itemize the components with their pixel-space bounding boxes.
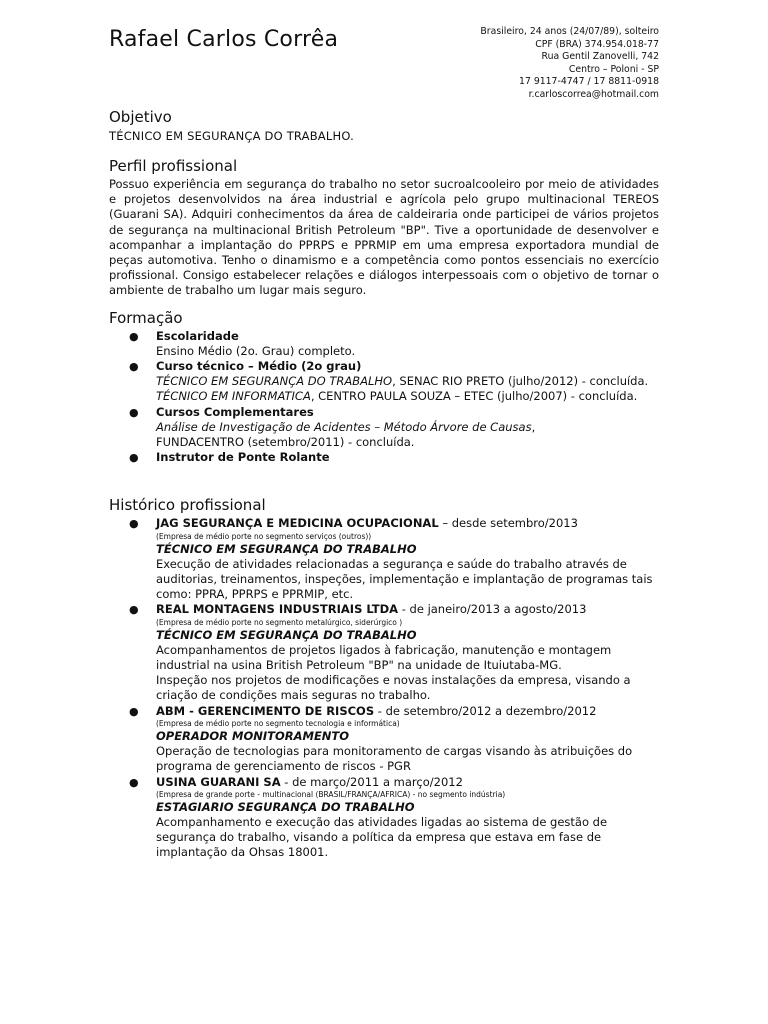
personal-info: Brasileiro, 24 anos (24/07/89), solteiro (480, 26, 659, 37)
job-role: ESTAGIARIO SEGURANÇA DO TRABALHO (156, 799, 415, 814)
list-item (109, 359, 659, 405)
course-name: TÉCNICO EM INFORMATICA (156, 389, 311, 404)
education-heading: Curso técnico – Médio (2o grau) (156, 359, 362, 374)
job-role: TÉCNICO EM SEGURANÇA DO TRABALHO (156, 541, 417, 556)
bullet-icon: ● (129, 329, 139, 343)
job-header (156, 704, 659, 719)
job-description: Acompanhamentos de projetos ligados à fabricação, manutenção e montagem industrial na usina British Petroleum "BP" na unidade de Ituiutaba-MG. (156, 642, 612, 673)
company-name: USINA GUARANI SA (156, 774, 281, 789)
company-note: (Empresa de médio porte no segmento tecnologia e informática) (156, 718, 400, 728)
address-street: Rua Gentil Zanovelli, 742 (541, 51, 659, 62)
email[interactable]: r.carloscorrea@hotmail.com (528, 88, 659, 100)
course-name: TÉCNICO EM SEGURANÇA DO TRABALHO (156, 374, 393, 389)
job-header (156, 775, 659, 790)
bullet-icon: ● (129, 360, 139, 374)
job-role: TÉCNICO EM SEGURANÇA DO TRABALHO (156, 627, 417, 642)
job-item (109, 602, 659, 703)
section-title-perfil: Perfil profissional (109, 157, 238, 175)
bullet-icon: ● (129, 517, 139, 531)
education-heading: Cursos Complementares (156, 404, 314, 419)
job-item (109, 704, 659, 775)
candidate-name: Rafael Carlos Corrêa (109, 27, 339, 52)
list-item (109, 450, 659, 465)
section-title-objetivo: Objetivo (109, 108, 172, 126)
phone: 17 9117-4747 / 17 8811-0918 (519, 76, 659, 87)
course-name: Análise de Investigação de Acidentes – Método Árvore de Causas (156, 419, 532, 434)
address-city: Centro – Poloni - SP (568, 63, 659, 75)
course-info: , SENAC RIO PRETO (julho/2012) - concluída. (392, 374, 649, 389)
education-heading: Instrutor de Ponte Rolante (156, 450, 330, 465)
profile-text: Possuo experiência em segurança do trabalho no setor sucroalcooleiro por meio de atividades e projetos desenvolvidos na área industrial e agrícola pelo grupo multinacional TEREOS (Guarani SA). Adquiri conhecimentos da área de caldeiraria onde participei de vários projetos de segurança na multinacional British Petroleum "BP". Tive a oportunidade de desenvolver e acompanhar a implantação do PPRPS e PPRMIP em uma empresa exportadora mundial de peças automotiva. Tenho o dinamismo e a competência como pontos essenciais no exercício profissional. Consigo estabelecer relações e diálogos interpessoais com o objetivo de tornar o ambiente de trabalho um lugar mais seguro. (109, 177, 659, 298)
objective-text: TÉCNICO EM SEGURANÇA DO TRABALHO. (109, 129, 354, 143)
resume-body (109, 107, 659, 861)
bullet-icon: ● (129, 451, 139, 465)
job-header (156, 602, 659, 617)
company-name: JAG SEGURANÇA E MEDICINA OCUPACIONAL (156, 516, 439, 531)
contact-block (480, 26, 659, 101)
cpf: CPF (BRA) 374.954.018-77 (535, 38, 659, 50)
list-item (109, 405, 659, 451)
bullet-icon: ● (129, 704, 139, 718)
company-note: (Empresa de médio porte no segmento metalúrgico, siderúrgico ) (156, 617, 403, 627)
job-role: OPERADOR MONITORAMENTO (156, 728, 350, 743)
education-detail: FUNDACENTRO (setembro/2011) - concluída. (156, 435, 415, 450)
education-list (109, 329, 659, 466)
job-period: - de setembro/2012 a dezembro/2012 (374, 703, 597, 718)
education-detail (156, 420, 659, 435)
education-heading: Escolaridade (156, 328, 239, 343)
course-info: , CENTRO PAULA SOUZA – ETEC (julho/2007) - concluída. (310, 389, 638, 404)
education-detail: Ensino Médio (2o. Grau) completo. (156, 343, 356, 358)
section-title-formacao: Formação (109, 308, 183, 327)
section-title-historico: Histórico profissional (109, 496, 266, 515)
company-name: ABM - GERENCIMENTO DE RISCOS (156, 703, 375, 718)
bullet-icon: ● (129, 775, 139, 789)
company-note: (Empresa de grande porte - multinacional (BRASIL/FRANÇA/AFRICA) - no segmento indústria) (156, 789, 506, 799)
job-item (109, 775, 659, 861)
bullet-icon: ● (129, 405, 139, 419)
job-period: - de janeiro/2013 a agosto/2013 (398, 602, 587, 617)
job-description: Inspeção nos projetos de modificações e novas instalações da empresa, visando a criação de condições mais seguras no trabalho. (156, 673, 631, 703)
education-detail (156, 374, 659, 389)
job-list (109, 516, 659, 860)
job-description: Operação de tecnologias para monitoramento de cargas visando às atribuições do programa de gerenciamento de riscos - PGR (156, 744, 633, 774)
course-separator: , (531, 419, 536, 434)
list-item (109, 329, 659, 359)
company-note: (Empresa de médio porte no segmento serviços (outros)) (156, 531, 372, 541)
job-period: - de março/2011 a março/2012 (280, 774, 463, 789)
education-detail (156, 389, 659, 404)
company-name: REAL MONTAGENS INDUSTRIAIS LTDA (156, 602, 399, 617)
job-description: Acompanhamento e execução das atividades ligadas ao sistema de gestão de segurança do trabalho, visando a política da empresa que estava em fase de implantação da Ohsas 18001. (156, 814, 608, 860)
spacer (109, 465, 659, 495)
job-period: – desde setembro/2013 (438, 516, 578, 531)
job-header (156, 516, 659, 531)
job-item (109, 516, 659, 602)
job-description: Execução de atividades relacionadas a segurança e saúde do trabalho através de auditorias, treinamentos, inspeções, implementação e implantação de programas tais como: PPRA, PPRPS e PPRMIP, etc. (156, 556, 653, 602)
bullet-icon: ● (129, 603, 139, 617)
